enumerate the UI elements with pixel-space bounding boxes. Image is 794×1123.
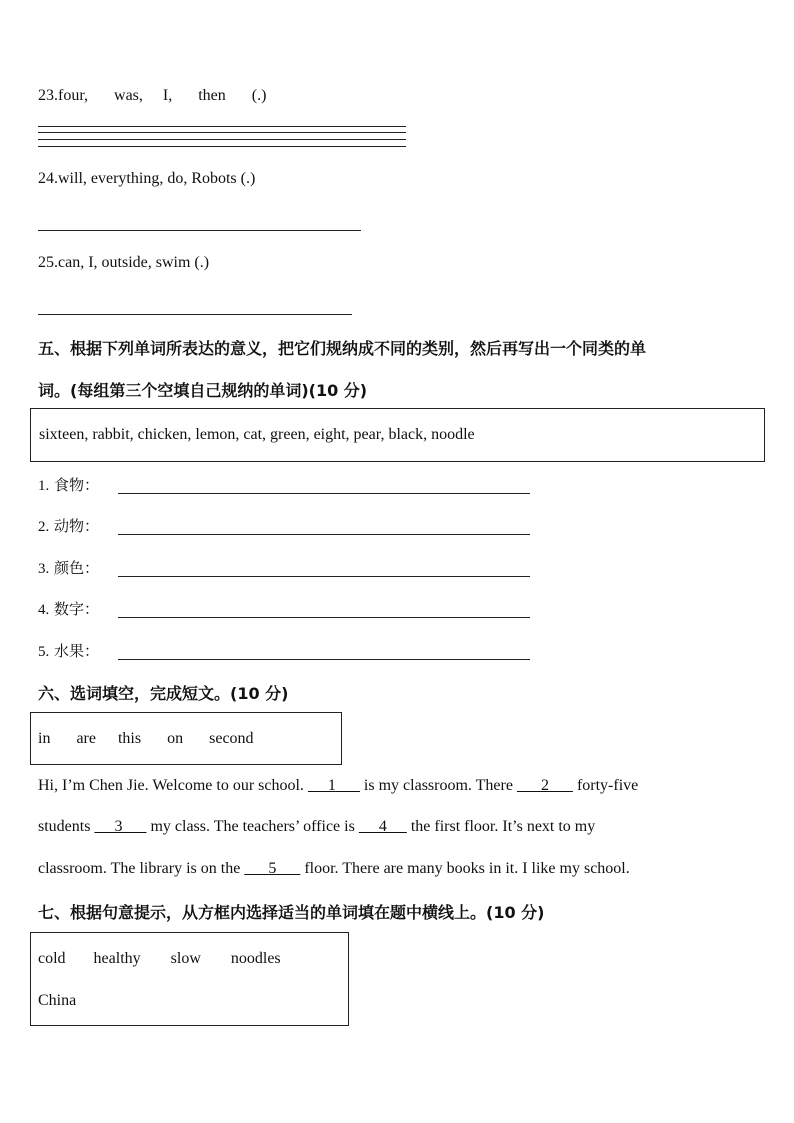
- q23-word-1: four,: [58, 87, 89, 104]
- section6-word-box: [30, 712, 342, 765]
- word-option-healthy: healthy: [93, 950, 141, 967]
- section5-word-list: sixteen, rabbit, chicken, lemon, cat, green, eight, pear, black, noodle: [39, 426, 475, 443]
- q23-word-3: I,: [162, 87, 173, 104]
- q24-prompt: 24.will, everything, do, Robots (.): [38, 170, 256, 187]
- word-option-noodles: noodles: [230, 950, 281, 967]
- word-option-are: are: [76, 730, 96, 747]
- section7-word-box: [30, 932, 349, 1026]
- section5-word-box: [30, 408, 765, 462]
- word-option-second: second: [209, 730, 254, 747]
- category-row-fruit: 5. 水果：: [38, 642, 100, 660]
- category-animal-line[interactable]: [118, 534, 530, 535]
- word-option-in: in: [38, 730, 51, 747]
- category-row-number: 4. 数字：: [38, 600, 100, 618]
- passage-line-3: classroom. The library is on the 5 floor. There are many books in it. I like my school.: [38, 860, 630, 877]
- blank-4[interactable]: 4: [378, 818, 387, 835]
- word-option-this: this: [117, 730, 142, 747]
- category-row-food: 1. 食物：: [38, 476, 100, 494]
- q23-word-5: (.): [251, 87, 267, 104]
- word-option-on: on: [167, 730, 184, 747]
- section5-title-line1: 五、根据下列单词所表达的意义，把它们规纳成不同的类别，然后再写出一个同类的单: [38, 339, 647, 358]
- section6-title: 六、选词填空，完成短文。(10 分): [38, 684, 289, 703]
- category-number-line[interactable]: [118, 617, 530, 618]
- category-food-line[interactable]: [118, 493, 530, 494]
- word-option-slow: slow: [170, 950, 201, 967]
- q23-answer-line-3[interactable]: [38, 139, 406, 140]
- word-option-cold: cold: [38, 950, 66, 967]
- category-row-color: 3. 颜色：: [38, 559, 100, 577]
- blank-3[interactable]: 3: [114, 818, 123, 835]
- q25-answer-line[interactable]: [38, 314, 352, 315]
- q23-word-2: was,: [114, 87, 143, 104]
- passage-line-2: students 3 my class. The teachers’ office is 4 the first floor. It’s next to my: [38, 818, 596, 835]
- q23-prompt: 23.four, was, I, then (.): [38, 87, 267, 104]
- blank-1[interactable]: 1: [327, 777, 336, 794]
- q23-answer-line-4[interactable]: [38, 146, 406, 147]
- category-color-line[interactable]: [118, 576, 530, 577]
- blank-5[interactable]: 5: [268, 860, 277, 877]
- category-row-animal: 2. 动物：: [38, 517, 100, 535]
- q23-answer-line-2[interactable]: [38, 132, 406, 133]
- q23-word-4: then: [198, 87, 226, 104]
- section7-title: 七、根据句意提示，从方框内选择适当的单词填在题中横线上。(10 分): [38, 903, 545, 922]
- category-fruit-line[interactable]: [118, 659, 530, 660]
- q25-prompt: 25.can, I, outside, swim (.): [38, 254, 210, 271]
- section5-title-line2: 词。(每组第三个空填自己规纳的单词)(10 分): [38, 381, 368, 400]
- q24-answer-line[interactable]: [38, 230, 361, 231]
- passage-line-1: Hi, I’m Chen Jie. Welcome to our school. 1 is my classroom. There 2 forty-five: [38, 777, 639, 794]
- q23-answer-line-1[interactable]: [38, 126, 406, 127]
- word-option-china: China: [38, 992, 77, 1009]
- blank-2[interactable]: 2: [540, 777, 549, 794]
